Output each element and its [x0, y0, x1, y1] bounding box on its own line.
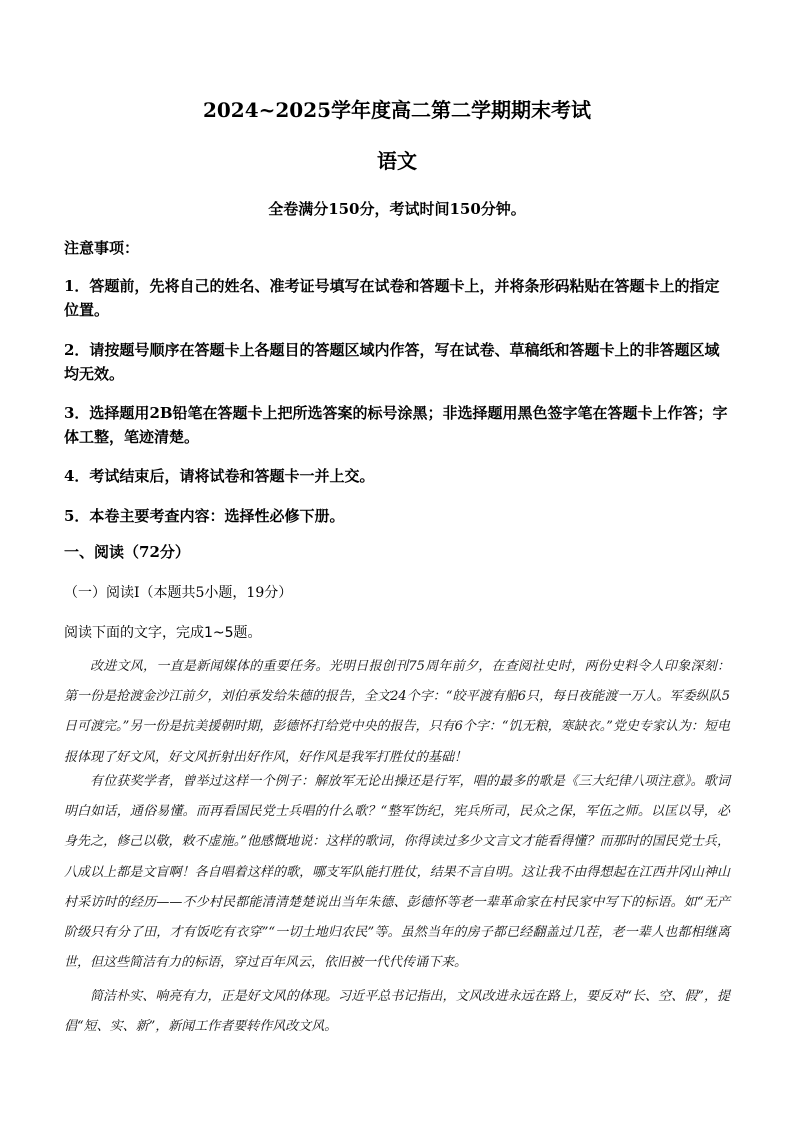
passage-paragraph-1: 改进文风，一直是新闻媒体的重要任务。光明日报创刊75周年前夕，在查阅社史时，两份史料令人印象深刻：第一份是抢渡金沙江前夕，刘伯承发给朱德的报告，全文24个字：“皎平渡有船6只，每日夜能渡一万人。军委纵队5日可渡完。”另一份是抗美援朝时期，彭德怀打给党中央的报告，只有6个字：“饥无粮，寒缺衣。”党史专家认为：短电报体现了好文风，好文风折射出好作风，好作风是我军打胜仗的基础！ [64, 659, 730, 765]
subject-title: 语文 [377, 149, 417, 173]
section-subtitle: （一）阅读Ⅰ（本题共5小题，19分） [64, 585, 293, 601]
note-item-2: 2．请按题号顺序在答题卡上各题目的答题区域内作答，写在试卷、草稿纸和答题卡上的非答题区域均无效。 [64, 341, 720, 383]
note-item-3: 3．选择题用2B铅笔在答题卡上把所选答案的标号涂黑；非选择题用黑色签字笔在答题卡上作答；字体工整，笔迹清楚。 [64, 404, 728, 446]
note-item-1: 1．答题前，先将自己的姓名、准考证号填写在试卷和答题卡上，并将条形码粘贴在答题卡上的指定位置。 [64, 277, 720, 319]
note-item-5: 5．本卷主要考查内容：选择性必修下册。 [64, 507, 345, 525]
exam-title: 2024~2025学年度高二第二学期期末考试 [202, 98, 592, 122]
reading-instruction: 阅读下面的文字，完成1~5题。 [64, 625, 262, 641]
passage-paragraph-2: 有位获奖学者，曾举过这样一个例子：解放军无论出操还是行军，唱的最多的歌是《三大纪律八项注意》。歌词明白如话，通俗易懂。而再看国民党士兵唱的什么歌？“整军饬纪，宪兵所司，民众之保，军伍之师。以匡以导，必身先之，修己以敬，敕不虚施。”他感慨地说：这样的歌词，你得读过多少文言文才能看得懂？而那时的国民党士兵，八成以上都是文盲啊！各自唱着这样的歌，哪支军队能打胜仗，结果不言自明。这让我不由得想起在江西井冈山神山村采访时的经历——不少村民都能清清楚楚说出当年朱德、彭德怀等老一辈革命家在村民家中写下的标语。如“无产阶级只有分了田，才有饭吃有衣穿”“一切土地归农民”等。虽然当年的房子都已经翻盖过几茬，老一辈人也都相继离世，但这些简洁有力的标语，穿过百年风云，依旧被一代代传诵下来。 [64, 774, 730, 971]
notes-heading: 注意事项： [64, 239, 140, 257]
section-title: 一、阅读（72分） [64, 543, 190, 561]
score-time-note: 全卷满分150分，考试时间150分钟。 [268, 200, 526, 218]
note-item-4: 4．考试结束后，请将试卷和答题卡一并上交。 [64, 467, 375, 485]
passage-paragraph-3: 简洁朴实、响亮有力，正是好文风的体现。习近平总书记指出，文风改进永远在路上，要反对“长、空、假”，提倡“短、实、新”，新闻工作者要转作风改文风。 [64, 989, 730, 1035]
